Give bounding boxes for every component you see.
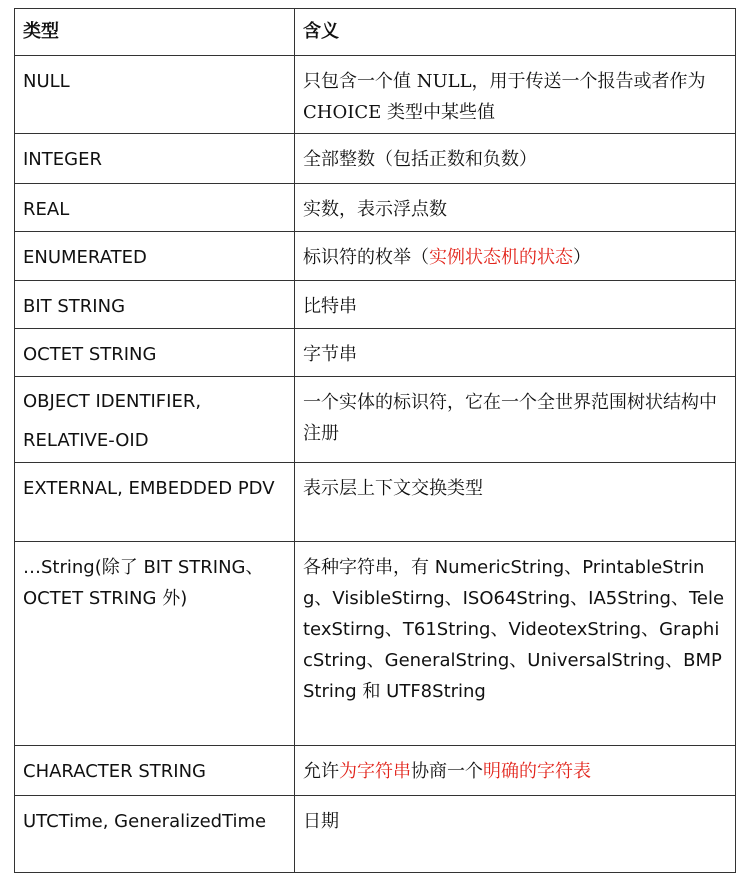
type-cell: ENUMERATED [15,232,295,281]
table-row [15,134,736,184]
meaning-cell: 日期 [295,796,736,873]
header-meaning: 含义 [295,9,736,56]
table-row [15,542,736,746]
meaning-cell: 比特串 [295,281,736,329]
table-row [15,377,736,463]
table-row [15,329,736,377]
table-row [15,281,736,329]
type-cell: EXTERNAL, EMBEDDED PDV [15,463,295,542]
meaning-cell [295,746,736,796]
type-cell: REAL [15,184,295,232]
asn1-types-table [14,8,736,873]
meaning-cell: 各种字符串，有 NumericString、PrintableString、VisibleStirng、ISO64String、IA5String、TeletexStirng、T61String、VideotexString、GraphicString、GeneralString、UniversalString、BMPString 和 UTF8String [295,542,736,746]
type-cell: OBJECT IDENTIFIER, RELATIVE-OID [15,377,295,463]
table-row [15,184,736,232]
header-type: 类型 [15,9,295,56]
type-cell: …String(除了 BIT STRING、OCTET STRING 外) [15,542,295,746]
table-row [15,796,736,873]
meaning-cell: 实数，表示浮点数 [295,184,736,232]
type-cell: UTCTime, GeneralizedTime [15,796,295,873]
meaning-cell: 表示层上下文交换类型 [295,463,736,542]
type-cell: BIT STRING [15,281,295,329]
meaning-cell: 全部整数（包括正数和负数） [295,134,736,184]
highlighted-text: 实例状态机的状态 [429,247,573,268]
meaning-text: ） [573,247,591,268]
meaning-cell [295,232,736,281]
type-cell: INTEGER [15,134,295,184]
meaning-cell: 只包含一个值 NULL，用于传送一个报告或者作为 CHOICE 类型中某些值 [295,56,736,134]
highlighted-text: 为字符串 [339,761,411,782]
meaning-text: 允许 [303,761,339,782]
meaning-cell: 一个实体的标识符，它在一个全世界范围树状结构中注册 [295,377,736,463]
meaning-cell: 字节串 [295,329,736,377]
type-cell: CHARACTER STRING [15,746,295,796]
meaning-text: 标识符的枚举（ [303,247,429,268]
table-header-row [15,9,736,56]
table-row [15,232,736,281]
meaning-text: 协商一个 [411,761,483,782]
type-cell: NULL [15,56,295,134]
type-cell: OCTET STRING [15,329,295,377]
highlighted-text: 明确的字符表 [483,761,591,782]
table-row [15,746,736,796]
table-row [15,463,736,542]
table-row [15,56,736,134]
